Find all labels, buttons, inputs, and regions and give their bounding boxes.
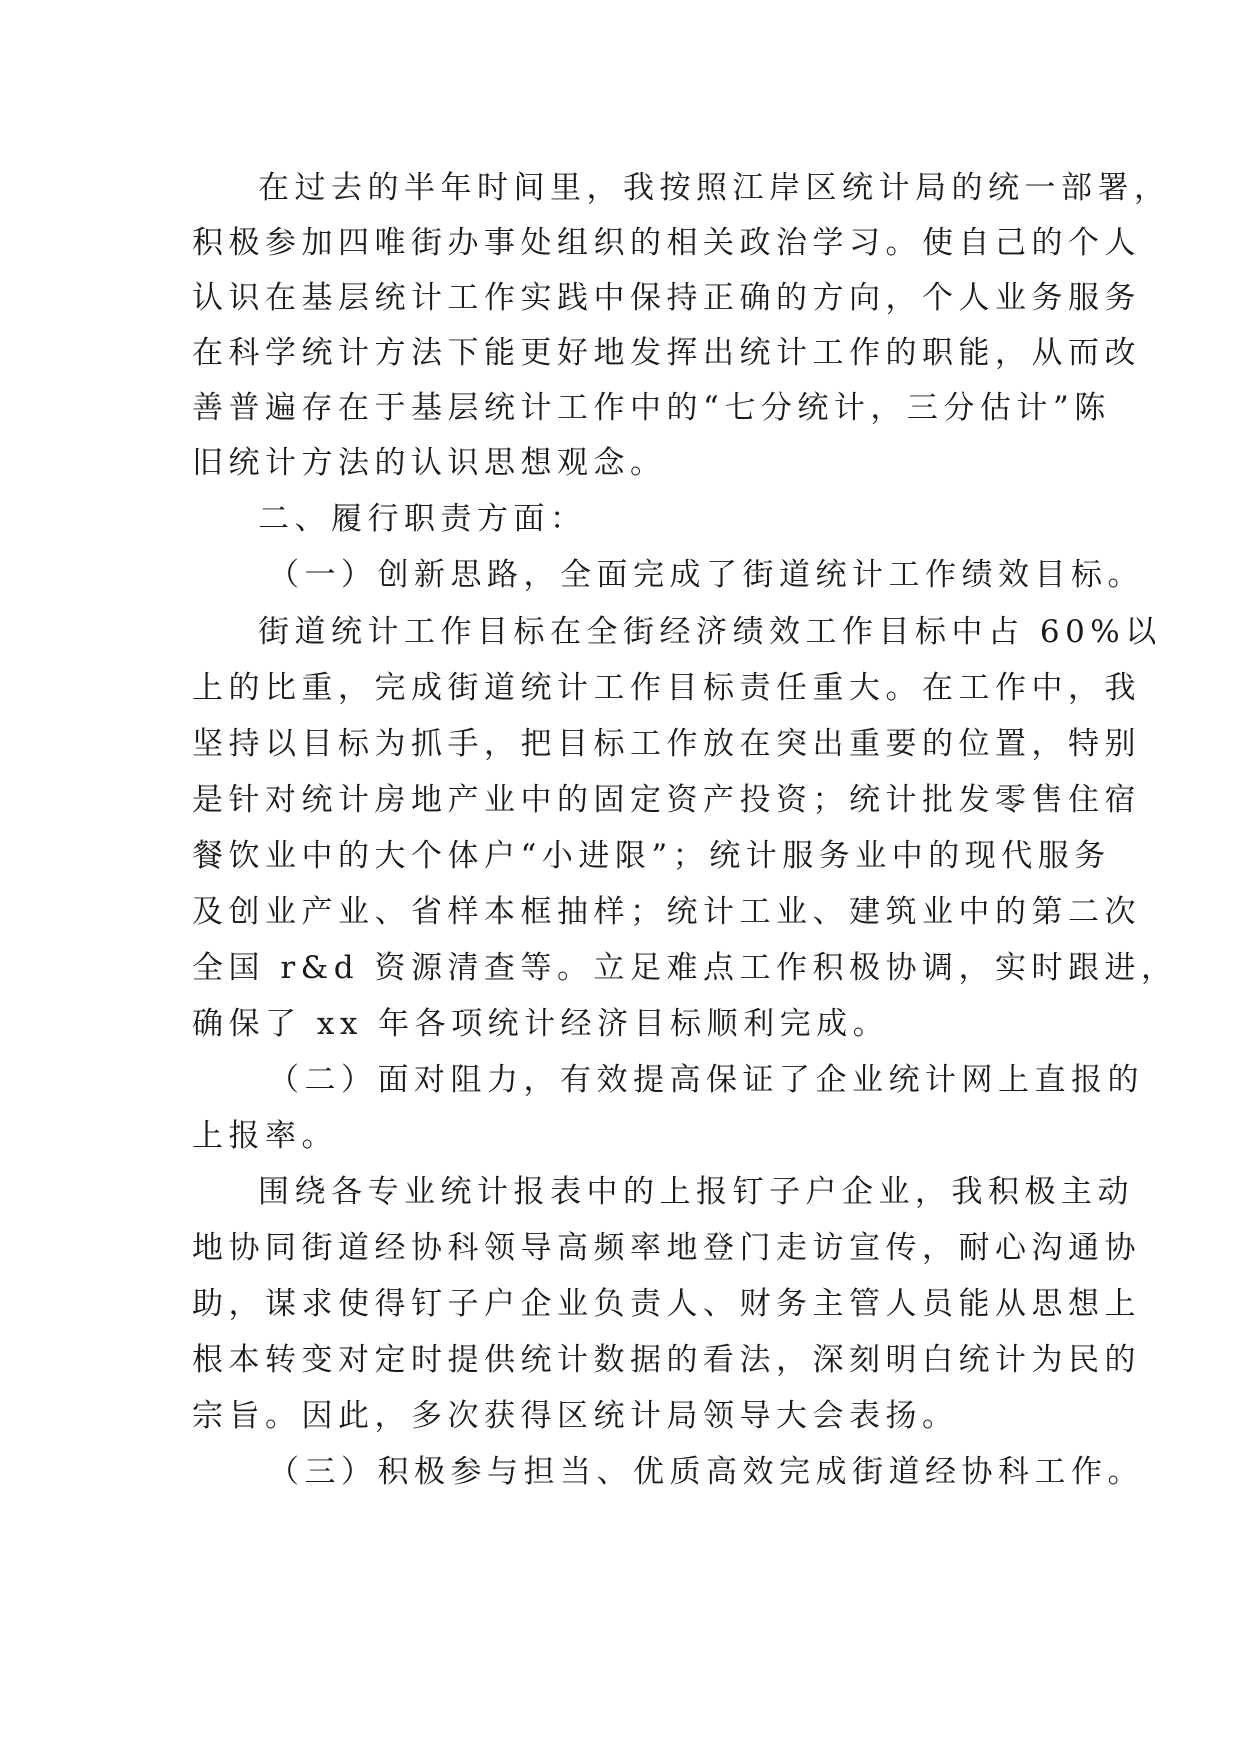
text-line-18: 上报率。 — [192, 1118, 338, 1154]
text-line-23: 宗旨。因此，多次获得区统计局领导大会表扬。 — [192, 1398, 959, 1434]
section-heading: 二、履行职责方面： — [258, 501, 587, 537]
text-line-2: 积极参加四唯街办事处组织的相关政治学习。使自己的个人 — [192, 225, 1141, 261]
text-line-11: 坚持以目标为抓手，把目标工作放在突出重要的位置，特别 — [192, 726, 1141, 762]
text-line-10: 上的比重，完成街道统计工作目标责任重大。在工作中，我 — [192, 670, 1141, 706]
text-line-12: 是针对统计房地产业中的固定资产投资；统计批发零售住宿 — [192, 782, 1141, 818]
text-line-4: 在科学统计方法下能更好地发挥出统计工作的职能，从而改 — [192, 335, 1141, 371]
text-line-6: 旧统计方法的认识思想观念。 — [192, 445, 667, 481]
text-line-20: 地协同街道经协科领导高频率地登门走访宣传，耐心沟通协 — [192, 1230, 1141, 1266]
subheading-2: （二）面对阻力，有效提高保证了企业统计网上直报的 — [268, 1062, 1144, 1098]
text-line-13: 餐饮业中的大个体户“小进限”；统计服务业中的现代服务 — [192, 838, 1111, 874]
text-line-16: 确保了 xx 年各项统计经济目标顺利完成。 — [192, 1006, 890, 1042]
text-line-14: 及创业产业、省样本框抽样；统计工业、建筑业中的第二次 — [192, 894, 1141, 930]
text-line-1: 在过去的半年时间里，我按照江岸区统计局的统一部署， — [258, 170, 1171, 206]
text-line-3: 认识在基层统计工作实践中保持正确的方向，个人业务服务 — [192, 280, 1141, 316]
subheading-3: （三）积极参与担当、优质高效完成街道经协科工作。 — [268, 1454, 1144, 1490]
text-line-9: 街道统计工作目标在全街经济绩效工作目标中占 60%以 — [258, 614, 1162, 650]
text-line-15: 全国 r&d 资源清查等。立足难点工作积极协调，实时跟进， — [192, 950, 1178, 986]
text-line-21: 助，谋求使得钉子户企业负责人、财务主管人员能从思想上 — [192, 1286, 1141, 1322]
text-line-19: 围绕各专业统计报表中的上报钉子户企业，我积极主动 — [258, 1174, 1134, 1210]
text-line-5: 善普遍存在于基层统计工作中的“七分统计，三分估计”陈 — [192, 390, 1111, 426]
text-line-22: 根本转变对定时提供统计数据的看法，深刻明白统计为民的 — [192, 1342, 1141, 1378]
subheading-1: （一）创新思路，全面完成了街道统计工作绩效目标。 — [268, 557, 1144, 593]
